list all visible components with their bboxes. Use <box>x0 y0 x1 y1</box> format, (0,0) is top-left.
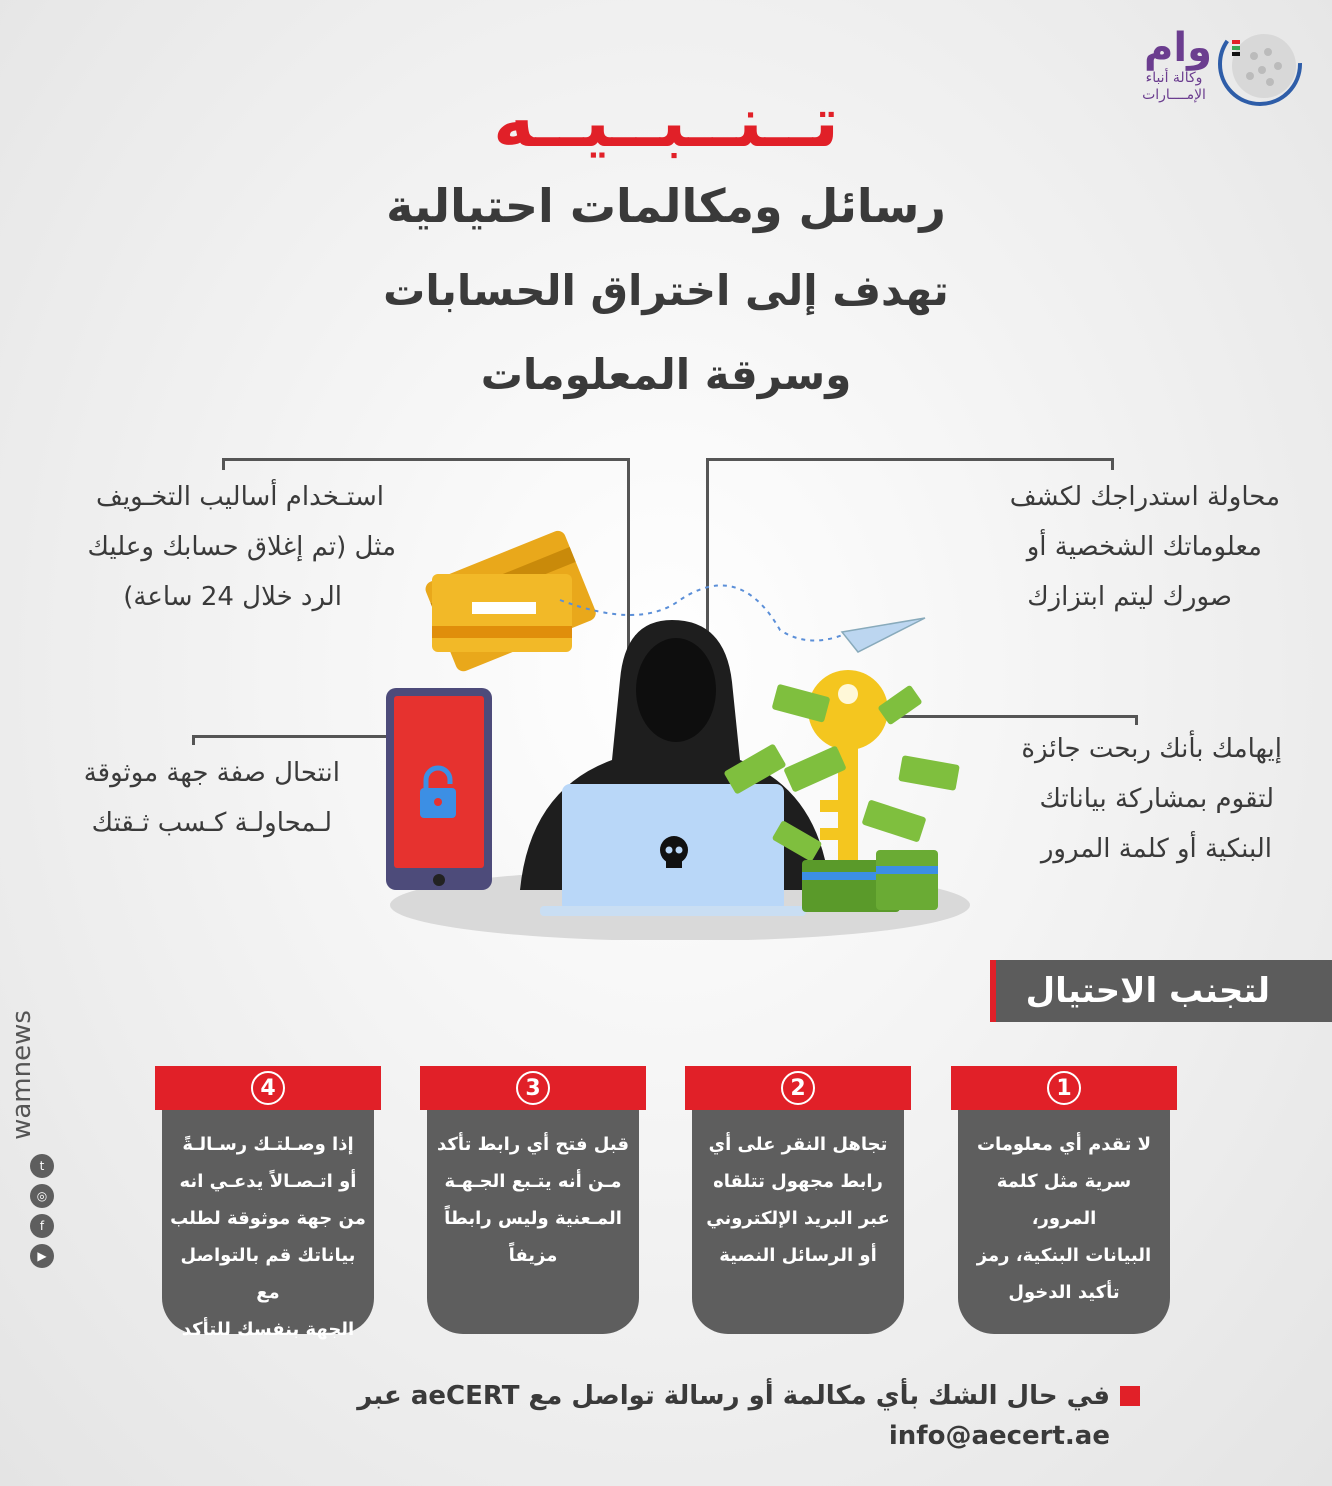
callout-mid-left: انتحال صفة جهة موثوقة لـمحاولـة كـسب ثـقتك <box>83 758 340 838</box>
callout-mid-right: إيهامك بأنك ربحت جائزة لتقوم بمشاركة بياناتك البنكية أو كلمة المرور <box>1021 734 1282 864</box>
paper-plane-icon <box>842 618 925 652</box>
connector-line <box>706 458 1114 461</box>
tip-card-number: 1 <box>951 1066 1177 1110</box>
tip-card-text: تجاهل النقر على أي رابط مجهول تتلقاه عبر البريد الإلكتروني أو الرسائل النصية <box>706 1134 890 1266</box>
callout-top-left: استـخدام أساليب التخـويف مثل (تم إغلاق حسابك وعليك الرد خلال 24 ساعة) <box>87 482 396 612</box>
laptop-icon <box>540 784 806 916</box>
credit-card-icon <box>432 574 572 652</box>
youtube-icon[interactable]: ▶ <box>30 1244 54 1268</box>
connector-line <box>222 458 630 461</box>
tip-card-text: قبل فتح أي رابط تأكد مـن أنه يتـبع الجـهـة المـعنية وليس رابطاً مزيفاً <box>437 1134 629 1266</box>
smartphone-icon <box>386 688 492 890</box>
warning-title: تــنــبــيــه <box>493 81 839 163</box>
tip-card-number: 3 <box>420 1066 646 1110</box>
footer-bullet <box>1120 1386 1140 1406</box>
tip-card-text: إذا وصـلتـك رسـالـةً أو اتـصـالاً يدعـي انه من جهة موثوقة لطلب بياناتك قم بالتواصل مع الجهة بنفسك للتأكد <box>170 1134 366 1340</box>
headline-line-1: رسائل ومكالمات احتيالية <box>386 179 946 233</box>
connector-line <box>192 735 388 738</box>
tip-card-number: 4 <box>155 1066 381 1110</box>
wam-logo-text: وام <box>1144 25 1212 71</box>
tip-card-text: لا تقدم أي معلومات سرية مثل كلمة المرور، البيانات البنكية، رمز تأكيد الدخول <box>976 1134 1152 1303</box>
headline-line-3: وسرقة المعلومات <box>480 350 852 399</box>
callout-top-right: محاولة استدراجك لكشف معلوماتك الشخصية أو صورك ليتم ابتزازك <box>1009 482 1280 612</box>
avoid-fraud-title: لتجنب الاحتيال <box>1025 971 1270 1011</box>
social-handle: wamnews <box>7 1010 37 1140</box>
hacker-illustration <box>380 520 980 940</box>
wam-logo-subtitle: وكالة أنباء الإمــــارات <box>1142 70 1206 103</box>
facebook-icon[interactable]: f <box>30 1214 54 1238</box>
connector-line <box>222 458 225 470</box>
headline-line-2: تهدف إلى اختراق الحسابات <box>383 266 949 315</box>
twitter-icon[interactable]: t <box>30 1154 54 1178</box>
connector-line <box>1111 458 1114 470</box>
footer-contact-text: في حال الشك بأي مكالمة أو رسالة تواصل مع aeCERT عبر info@aecert.ae <box>357 1381 1110 1451</box>
instagram-icon[interactable]: ◎ <box>30 1184 54 1208</box>
connector-line <box>192 735 195 745</box>
tip-card-number: 2 <box>685 1066 911 1110</box>
